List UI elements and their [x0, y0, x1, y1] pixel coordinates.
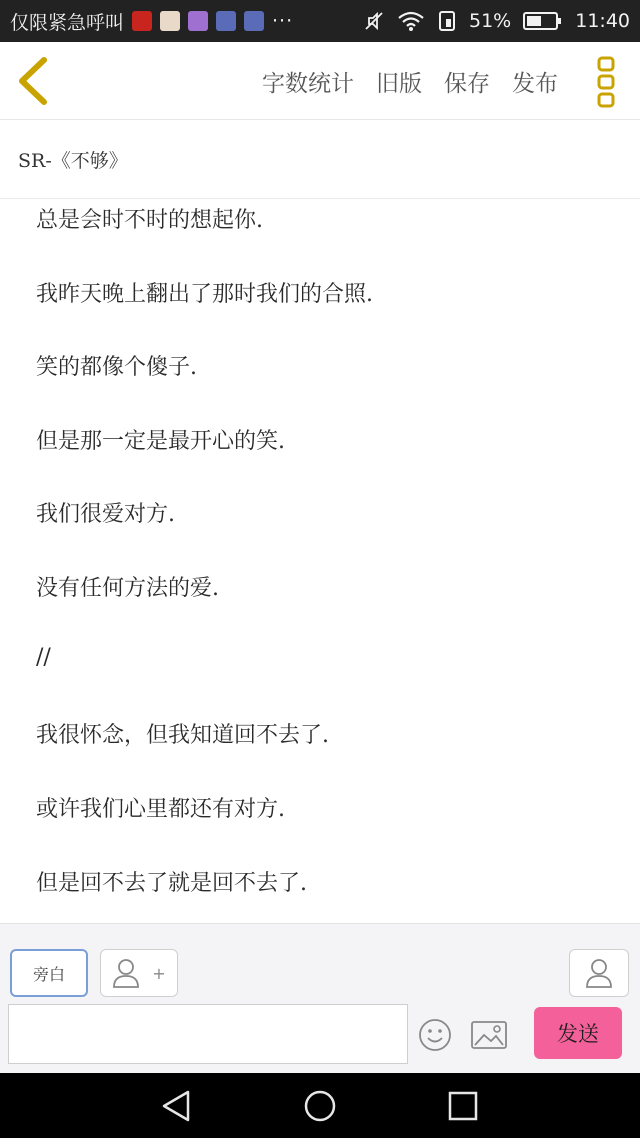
sim-icon	[437, 10, 457, 32]
system-navigation-bar	[0, 1073, 640, 1138]
content-line: //	[36, 645, 51, 670]
aside-button[interactable]	[10, 949, 88, 997]
carrier-text: 仅限紧急呼叫	[10, 11, 125, 34]
person-icon	[584, 957, 614, 989]
message-input[interactable]	[8, 1004, 408, 1064]
content-line: 但是回不去了就是回不去了.	[36, 871, 307, 896]
image-icon[interactable]	[470, 1018, 508, 1052]
add-role-button[interactable]	[100, 949, 178, 997]
add-role-plus: +	[152, 963, 166, 983]
chapter-title-text: SR-《不够》	[18, 150, 128, 172]
publish-button[interactable]: 发布	[512, 70, 558, 97]
aside-label: 旁白	[32, 964, 65, 984]
more-menu-icon[interactable]	[596, 56, 618, 108]
back-arrow-icon[interactable]	[14, 56, 54, 106]
chapter-title[interactable]	[0, 121, 640, 199]
app-red-seal-icon	[132, 11, 152, 31]
content-line: 我很怀念，但我知道回不去了.	[36, 723, 329, 748]
role-select-button[interactable]	[569, 949, 629, 997]
app-purple-icon	[188, 11, 208, 31]
status-bar-left	[10, 8, 293, 35]
clock: 11:40	[575, 10, 630, 32]
story-content[interactable]	[0, 199, 640, 923]
app-play-icon	[216, 11, 236, 31]
content-line: 没有任何方法的爱.	[36, 576, 219, 601]
editor-toolbar	[0, 42, 640, 120]
save-button[interactable]: 保存	[444, 70, 490, 97]
compose-panel	[0, 923, 640, 1073]
wifi-icon	[397, 10, 425, 32]
content-line: 总是会时不时的想起你.	[36, 208, 263, 233]
more-notifications-indicator: ···	[272, 10, 294, 32]
nav-home-icon[interactable]	[303, 1089, 337, 1123]
content-line: 我昨天晚上翻出了那时我们的合照.	[36, 282, 373, 307]
nav-recents-icon[interactable]	[446, 1089, 480, 1123]
old-version-button[interactable]: 旧版	[376, 70, 422, 97]
content-line: 我们很爱对方.	[36, 502, 175, 527]
status-bar	[0, 0, 640, 42]
send-button[interactable]	[534, 1007, 622, 1059]
mute-icon	[363, 10, 385, 32]
content-line: 笑的都像个傻子.	[36, 355, 197, 380]
emoji-icon[interactable]	[418, 1018, 452, 1052]
app-photo-icon	[160, 11, 180, 31]
app-play-icon	[244, 11, 264, 31]
toolbar-actions	[262, 42, 558, 120]
add-person-icon	[112, 957, 152, 989]
nav-back-icon[interactable]	[160, 1089, 194, 1123]
battery-icon	[523, 11, 563, 31]
battery-percent: 51%	[469, 10, 512, 32]
content-line: 或许我们心里都还有对方.	[36, 797, 285, 822]
send-label: 发送	[557, 1022, 599, 1046]
word-count-button[interactable]: 字数统计	[262, 70, 354, 97]
status-bar-right	[363, 10, 630, 32]
content-line: 但是那一定是最开心的笑.	[36, 429, 285, 454]
